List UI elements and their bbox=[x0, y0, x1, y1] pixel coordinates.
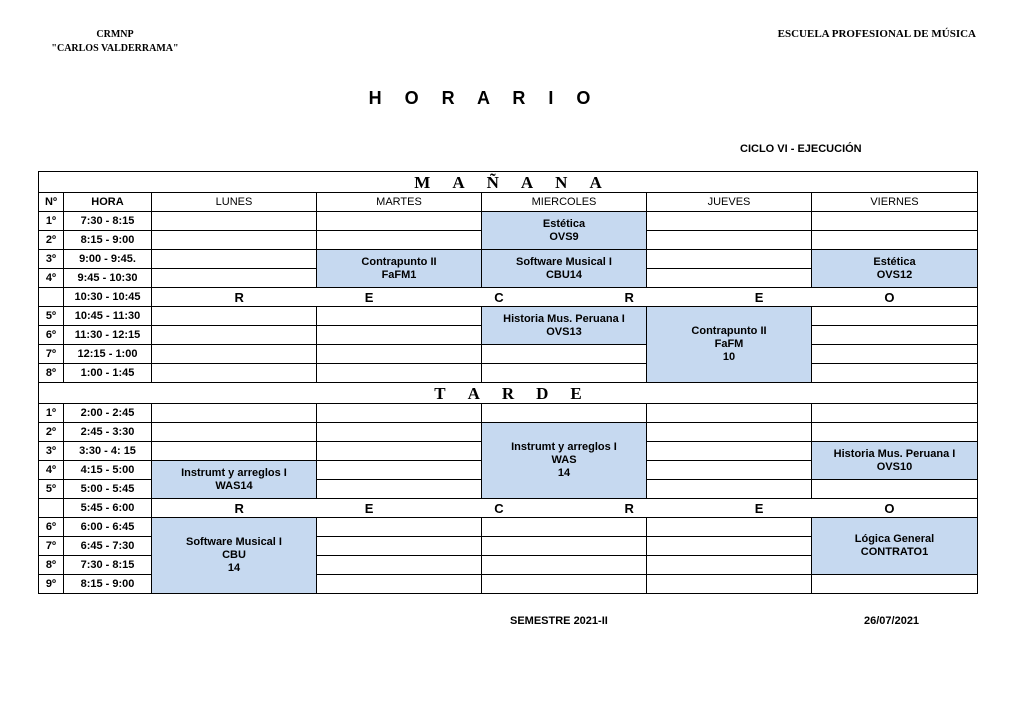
class-teacher: WAS bbox=[215, 479, 241, 492]
period-number: 5º bbox=[39, 480, 64, 499]
table-row bbox=[39, 307, 978, 326]
recreo-letter: R bbox=[234, 500, 244, 516]
period-time: 9:00 - 9:45. bbox=[64, 250, 152, 269]
cell-empty bbox=[152, 345, 317, 364]
period-number: 7º bbox=[39, 345, 64, 364]
cell-empty bbox=[812, 326, 978, 345]
class-block-mie-historia bbox=[482, 307, 647, 345]
section-letter: R bbox=[501, 383, 515, 403]
col-header-miercoles: MIERCOLES bbox=[482, 193, 647, 212]
cell-empty bbox=[647, 442, 812, 461]
period-number: 6º bbox=[39, 518, 64, 537]
period-time: 6:00 - 6:45 bbox=[64, 518, 152, 537]
cell-empty bbox=[812, 480, 978, 499]
cell-empty bbox=[647, 518, 812, 537]
recreo-letter: C bbox=[494, 500, 504, 516]
cell-empty bbox=[317, 518, 482, 537]
class-name: Historia Mus. Peruana I bbox=[503, 312, 625, 325]
section-letter: Ñ bbox=[486, 172, 499, 192]
recreo-letter: R bbox=[624, 500, 634, 516]
column-header-row bbox=[39, 193, 978, 212]
class-name: Instrumt y arreglos I bbox=[511, 441, 617, 453]
table-row bbox=[39, 212, 978, 231]
class-name: Estética bbox=[873, 255, 916, 268]
recreo-letter: E bbox=[364, 289, 374, 305]
class-room: 10 bbox=[722, 351, 736, 363]
page-title: H O R A R I O bbox=[368, 88, 600, 108]
cell-empty bbox=[812, 404, 978, 423]
col-header-viernes: VIERNES bbox=[812, 193, 978, 212]
cell-empty bbox=[482, 345, 647, 364]
class-teacher: OVS bbox=[549, 230, 573, 243]
cell-empty bbox=[317, 480, 482, 499]
cell-empty bbox=[317, 231, 482, 250]
recreo-letter: C bbox=[494, 289, 504, 305]
recreo-letter: E bbox=[754, 500, 764, 516]
section-letter: M bbox=[414, 172, 431, 192]
period-time: 2:00 - 2:45 bbox=[64, 404, 152, 423]
period-number bbox=[39, 499, 64, 518]
class-room: 1 bbox=[922, 546, 929, 558]
section-title-morning bbox=[39, 172, 978, 193]
cell-empty bbox=[647, 269, 812, 288]
recreo-letter: O bbox=[884, 500, 895, 516]
cell-empty bbox=[812, 231, 978, 250]
cell-empty bbox=[317, 423, 482, 442]
col-header-lunes: LUNES bbox=[152, 193, 317, 212]
period-number: 4º bbox=[39, 269, 64, 288]
cell-empty bbox=[152, 231, 317, 250]
period-number: 5º bbox=[39, 307, 64, 326]
recreo-letter: R bbox=[624, 289, 634, 305]
section-row-afternoon bbox=[39, 383, 978, 404]
recreo-row-afternoon bbox=[39, 499, 978, 518]
section-row-morning bbox=[39, 172, 978, 193]
cell-empty bbox=[647, 404, 812, 423]
period-time: 12:15 - 1:00 bbox=[64, 345, 152, 364]
ciclo-label: CICLO VI - EJECUCIÓN bbox=[740, 143, 862, 155]
period-number: 2º bbox=[39, 423, 64, 442]
class-teacher: OVS bbox=[546, 325, 570, 338]
cell-empty bbox=[317, 404, 482, 423]
period-number: 6º bbox=[39, 326, 64, 345]
institution-short: CRMNP bbox=[96, 29, 134, 40]
cell-empty bbox=[152, 326, 317, 345]
recreo-row-morning bbox=[39, 288, 978, 307]
cell-empty bbox=[647, 537, 812, 556]
cell-empty bbox=[812, 212, 978, 231]
period-time: 4:15 - 5:00 bbox=[64, 461, 152, 480]
class-block-mar-contrapunto bbox=[317, 250, 482, 288]
class-name: Software Musical I bbox=[186, 536, 282, 548]
period-time: 5:00 - 5:45 bbox=[64, 480, 152, 499]
class-name: Estética bbox=[542, 217, 586, 230]
cell-empty bbox=[152, 364, 317, 383]
cell-empty bbox=[152, 307, 317, 326]
class-room: 14 bbox=[227, 562, 241, 574]
class-teacher: CONTRATO bbox=[860, 546, 923, 558]
cell-empty bbox=[812, 423, 978, 442]
period-number: 2º bbox=[39, 231, 64, 250]
recreo-letter: E bbox=[754, 289, 764, 305]
recreo-letter: R bbox=[234, 289, 244, 305]
class-name: Instrumt y arreglos I bbox=[181, 466, 287, 479]
period-time: 2:45 - 3:30 bbox=[64, 423, 152, 442]
cell-empty bbox=[317, 326, 482, 345]
section-letter: A bbox=[452, 172, 465, 192]
section-letter: T bbox=[434, 383, 446, 403]
section-letter: N bbox=[555, 172, 568, 192]
cell-empty bbox=[647, 231, 812, 250]
col-header-num: Nº bbox=[39, 193, 64, 212]
recreo-letter: O bbox=[884, 289, 895, 305]
cell-empty bbox=[317, 212, 482, 231]
period-number: 4º bbox=[39, 461, 64, 480]
class-room: 9 bbox=[572, 230, 579, 243]
cell-empty bbox=[482, 575, 647, 594]
cell-empty bbox=[812, 364, 978, 383]
cell-empty bbox=[152, 212, 317, 231]
class-block-mie-software bbox=[482, 250, 647, 288]
class-name: Contrapunto II bbox=[691, 325, 767, 337]
class-name: Lógica General bbox=[854, 533, 935, 545]
class-room: 12 bbox=[899, 268, 913, 281]
period-number bbox=[39, 288, 64, 307]
table-row bbox=[39, 364, 978, 383]
section-letter: D bbox=[536, 383, 549, 403]
cell-empty bbox=[812, 345, 978, 364]
cell-empty bbox=[812, 307, 978, 326]
recreo-label bbox=[152, 499, 978, 518]
cell-empty bbox=[317, 307, 482, 326]
period-time: 1:00 - 1:45 bbox=[64, 364, 152, 383]
class-teacher: CBU bbox=[545, 268, 570, 281]
class-name: Contrapunto II bbox=[361, 255, 437, 268]
cell-empty bbox=[152, 442, 317, 461]
school-name: ESCUELA PROFESIONAL DE MÚSICA bbox=[777, 28, 976, 40]
table-row bbox=[39, 423, 978, 442]
table-row bbox=[39, 518, 978, 537]
cell-empty bbox=[317, 461, 482, 480]
class-teacher: FaFM bbox=[714, 338, 744, 350]
period-number: 8º bbox=[39, 556, 64, 575]
date-label: 26/07/2021 bbox=[864, 615, 920, 627]
period-number: 3º bbox=[39, 442, 64, 461]
period-number: 7º bbox=[39, 537, 64, 556]
institution-name: "CARLOS VALDERRAMA" bbox=[51, 43, 179, 54]
cell-empty bbox=[647, 461, 812, 480]
cell-empty bbox=[152, 250, 317, 269]
col-header-martes: MARTES bbox=[317, 193, 482, 212]
schedule-table bbox=[38, 171, 978, 594]
period-time: 10:30 - 10:45 bbox=[64, 288, 152, 307]
class-block-vie-estetica bbox=[812, 250, 978, 288]
table-row bbox=[39, 250, 978, 269]
cell-empty bbox=[317, 556, 482, 575]
class-room: 14 bbox=[557, 467, 571, 479]
period-number: 3º bbox=[39, 250, 64, 269]
cell-empty bbox=[812, 575, 978, 594]
class-room: 14 bbox=[240, 479, 253, 492]
class-room: 13 bbox=[569, 325, 582, 338]
cell-empty bbox=[152, 269, 317, 288]
col-header-jueves: JUEVES bbox=[647, 193, 812, 212]
class-name: Software Musical I bbox=[516, 255, 612, 268]
class-block-mie-instrumt bbox=[482, 423, 647, 499]
cell-empty bbox=[482, 518, 647, 537]
cell-empty bbox=[482, 556, 647, 575]
class-block-mie-estetica bbox=[482, 212, 647, 250]
cell-empty bbox=[482, 537, 647, 556]
section-letter: A bbox=[467, 383, 480, 403]
class-block-jue-contrapunto bbox=[647, 307, 812, 383]
period-time: 7:30 - 8:15 bbox=[64, 556, 152, 575]
section-title-afternoon bbox=[39, 383, 978, 404]
class-teacher: OVS bbox=[876, 268, 900, 281]
cell-empty bbox=[152, 423, 317, 442]
class-room: 14 bbox=[569, 268, 583, 281]
class-block-lun-instrumt bbox=[152, 461, 317, 499]
cell-empty bbox=[647, 480, 812, 499]
class-room: 1 bbox=[410, 268, 417, 281]
recreo-label bbox=[152, 288, 978, 307]
col-header-hora: HORA bbox=[64, 193, 152, 212]
period-time: 10:45 - 11:30 bbox=[64, 307, 152, 326]
institution-block bbox=[40, 28, 190, 56]
cell-empty bbox=[317, 364, 482, 383]
class-block-vie-logica bbox=[812, 518, 978, 575]
class-teacher: WAS bbox=[551, 454, 577, 466]
cell-empty bbox=[647, 575, 812, 594]
class-teacher: CBU bbox=[222, 549, 246, 561]
class-block-lun-software bbox=[152, 518, 317, 594]
cell-empty bbox=[482, 364, 647, 383]
class-block-vie-historia bbox=[812, 442, 978, 480]
period-number: 8º bbox=[39, 364, 64, 383]
section-letter: E bbox=[570, 383, 582, 403]
cell-empty bbox=[152, 404, 317, 423]
period-time: 3:30 - 4: 15 bbox=[64, 442, 152, 461]
class-room: 10 bbox=[899, 460, 913, 473]
cell-empty bbox=[647, 250, 812, 269]
table-row bbox=[39, 404, 978, 423]
table-row bbox=[39, 345, 978, 364]
period-time: 5:45 - 6:00 bbox=[64, 499, 152, 518]
section-letter: A bbox=[520, 172, 534, 192]
period-time: 11:30 - 12:15 bbox=[64, 326, 152, 345]
recreo-letter: E bbox=[364, 500, 374, 516]
period-time: 6:45 - 7:30 bbox=[64, 537, 152, 556]
cell-empty bbox=[317, 575, 482, 594]
class-teacher: FaFM bbox=[381, 268, 411, 281]
period-number: 1º bbox=[39, 212, 64, 231]
cell-empty bbox=[647, 212, 812, 231]
cell-empty bbox=[317, 345, 482, 364]
cell-empty bbox=[317, 537, 482, 556]
period-time: 8:15 - 9:00 bbox=[64, 575, 152, 594]
cell-empty bbox=[317, 442, 482, 461]
cell-empty bbox=[647, 423, 812, 442]
period-time: 9:45 - 10:30 bbox=[64, 269, 152, 288]
section-letter: A bbox=[589, 172, 602, 192]
period-time: 8:15 - 9:00 bbox=[64, 231, 152, 250]
cell-empty bbox=[482, 404, 647, 423]
semester-label: SEMESTRE 2021-II bbox=[510, 615, 608, 627]
period-number: 1º bbox=[39, 404, 64, 423]
cell-empty bbox=[647, 556, 812, 575]
class-name: Historia Mus. Peruana I bbox=[833, 447, 956, 460]
period-number: 9º bbox=[39, 575, 64, 594]
period-time: 7:30 - 8:15 bbox=[64, 212, 152, 231]
class-teacher: OVS bbox=[876, 460, 900, 473]
